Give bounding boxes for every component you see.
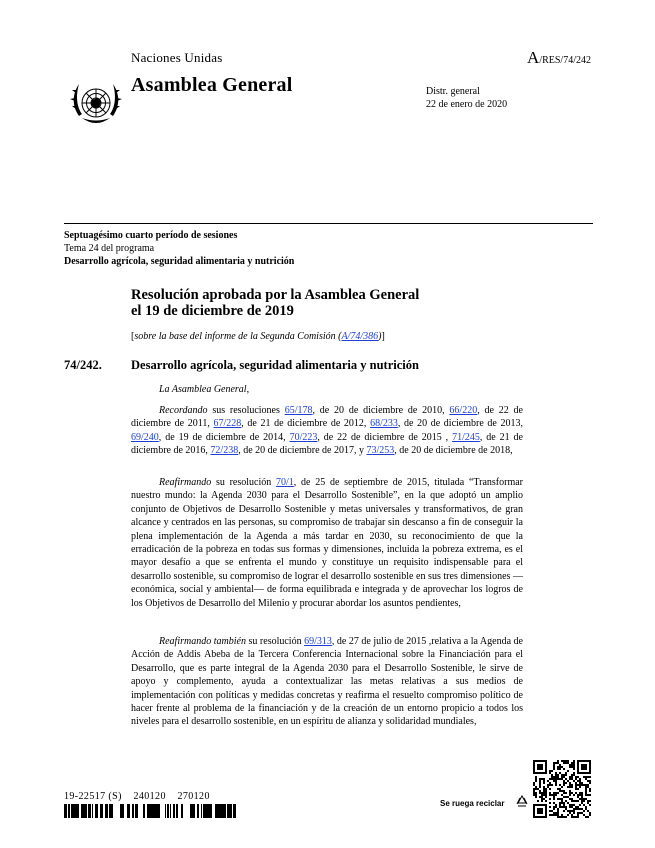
resolution-link[interactable]: 67/228 <box>213 418 242 430</box>
text: , de 20 de diciembre de 2010, <box>312 405 450 416</box>
agenda-item: Tema 24 del programa <box>64 243 155 254</box>
text: , de 20 de diciembre de 2013, <box>397 418 523 430</box>
resolution-link[interactable]: 68/233 <box>370 418 398 430</box>
un-emblem-icon <box>68 76 124 132</box>
resolution-heading: Desarrollo agrícola, seguridad alimentaria y nutrición <box>131 358 419 372</box>
text: , de 22 de diciembre de 2011, <box>131 405 523 430</box>
report-open: [ <box>131 331 135 342</box>
document-date: 22 de enero de 2020 <box>426 99 508 110</box>
report-close-paren: ) <box>378 331 382 342</box>
report-reference <box>131 331 385 342</box>
resolution-title <box>131 287 419 319</box>
document-symbol <box>527 48 591 68</box>
report-link[interactable]: A/74/386 <box>341 331 379 342</box>
paragraph-recordando <box>131 404 523 458</box>
text: , de 20 de diciembre de 2018, <box>394 445 513 457</box>
agenda-title: Desarrollo agrícola, seguridad alimentaria y nutrición <box>64 256 295 267</box>
assembly-title: Asamblea General <box>131 74 293 96</box>
lead-word: Reafirmando <box>159 477 212 488</box>
text: , de 21 de diciembre de 2012, <box>241 418 371 430</box>
resolution-link[interactable]: 66/220 <box>449 405 478 416</box>
paragraph-reafirmando-tambien <box>131 635 523 729</box>
resolution-link[interactable]: 72/238 <box>210 445 239 457</box>
organization-name: Naciones Unidas <box>131 50 223 65</box>
lead-word: Reafirmando también <box>159 636 246 647</box>
assembly-intro: La Asamblea General <box>159 384 247 395</box>
preamble-opening <box>131 383 523 396</box>
report-close: ] <box>381 331 385 342</box>
text: , de 22 de diciembre de 2015 , <box>317 431 453 443</box>
qr-code-icon[interactable] <box>533 760 591 818</box>
session-line: Septuagésimo cuarto período de sesiones <box>64 230 238 241</box>
resolution-link[interactable]: 70/1 <box>276 477 294 488</box>
resolution-link[interactable]: 69/240 <box>131 431 159 443</box>
text: , de 20 de diciembre de 2017, y <box>238 445 367 457</box>
resolution-title-line2: el 19 de diciembre de 2019 <box>131 303 294 319</box>
resolution-link[interactable]: 69/313 <box>304 636 332 647</box>
text: , de 21 de diciembre de 2016, <box>131 431 523 457</box>
distribution-block <box>426 85 507 111</box>
recycle-label: Se ruega reciclar <box>440 799 505 808</box>
recycle-icon <box>514 794 530 810</box>
resolution-link[interactable]: 65/178 <box>284 405 313 416</box>
text: , de 25 de septiembre de 2015, titulada “Transformar nuestro mundo: la Agenda 2030 para el Desarrollo Sostenible”, en la que adoptó un amplio conjunto de Objetivos de Desarrollo Sostenible y metas universales y transformativos, de gran alcance y centrados en las personas, su compromiso de trabajar sin descanso a fin de conseguir la plena implementación de la Agenda a más tardar en 2030, su reconocimiento de que la erradicación de la pobreza en todas sus formas y dimensiones, incluida la pobreza extrema, es el mayor desafío a que se enfrenta el mundo y constituye un requisito indispensable para el desarrollo sostenible, su compromiso de lograr el desarrollo sostenible en sus tres dimensiones —económica, social y ambiental— de forma equilibrada e integrada y de aprovechar los logros de los Objetivos de Desarrollo del Milenio y procurar abordar los asuntos pendientes, <box>131 477 524 609</box>
resolution-link[interactable]: 70/223 <box>289 431 318 443</box>
text: su resolución <box>211 477 277 488</box>
text: , de 27 de julio de 2015 ,relativa a la Agenda de Acción de Addis Abeba de la Tercera Conferencia Internacional sobre la Financiación para el Desarrollo, que es parte integral de la Agenda 2030 para el Desarrollo Sostenible, le sirve de apoyo y complemento, ayuda a contextualizar las metas relativas a sus medios de implementación con políticas y medidas concretas y reafirma el resuelto compromiso político de hacer frente al problema de la financiación y de la creación de un entorno propicio a todos los niveles para el desarrollo sostenible, en un espíritu de alianza y solidaridad mundiales, <box>131 636 523 728</box>
paragraph-reafirmando <box>131 476 523 610</box>
header-rule <box>64 223 593 224</box>
distribution-label: Distr. general <box>426 86 480 97</box>
lead-word: Recordando <box>159 405 208 416</box>
document-code: 19-22517 (S) 240120 270120 <box>64 791 210 802</box>
resolution-title-line1: Resolución aprobada por la Asamblea General <box>131 287 420 303</box>
symbol-prefix: A <box>527 48 540 67</box>
resolution-link[interactable]: 73/253 <box>366 445 395 457</box>
text: , de 19 de diciembre de 2014, <box>158 431 290 443</box>
barcode-icon <box>64 804 236 818</box>
resolution-number: 74/242. <box>64 358 102 372</box>
symbol-rest: /RES/74/242 <box>539 55 591 66</box>
session-block <box>64 229 294 268</box>
text: su resolución <box>245 636 305 647</box>
intro-comma: , <box>246 384 250 395</box>
text: sus resoluciones <box>207 405 285 416</box>
resolution-link[interactable]: 71/245 <box>452 431 480 443</box>
report-text: sobre la base del informe de la Segunda Comisión ( <box>134 331 342 342</box>
